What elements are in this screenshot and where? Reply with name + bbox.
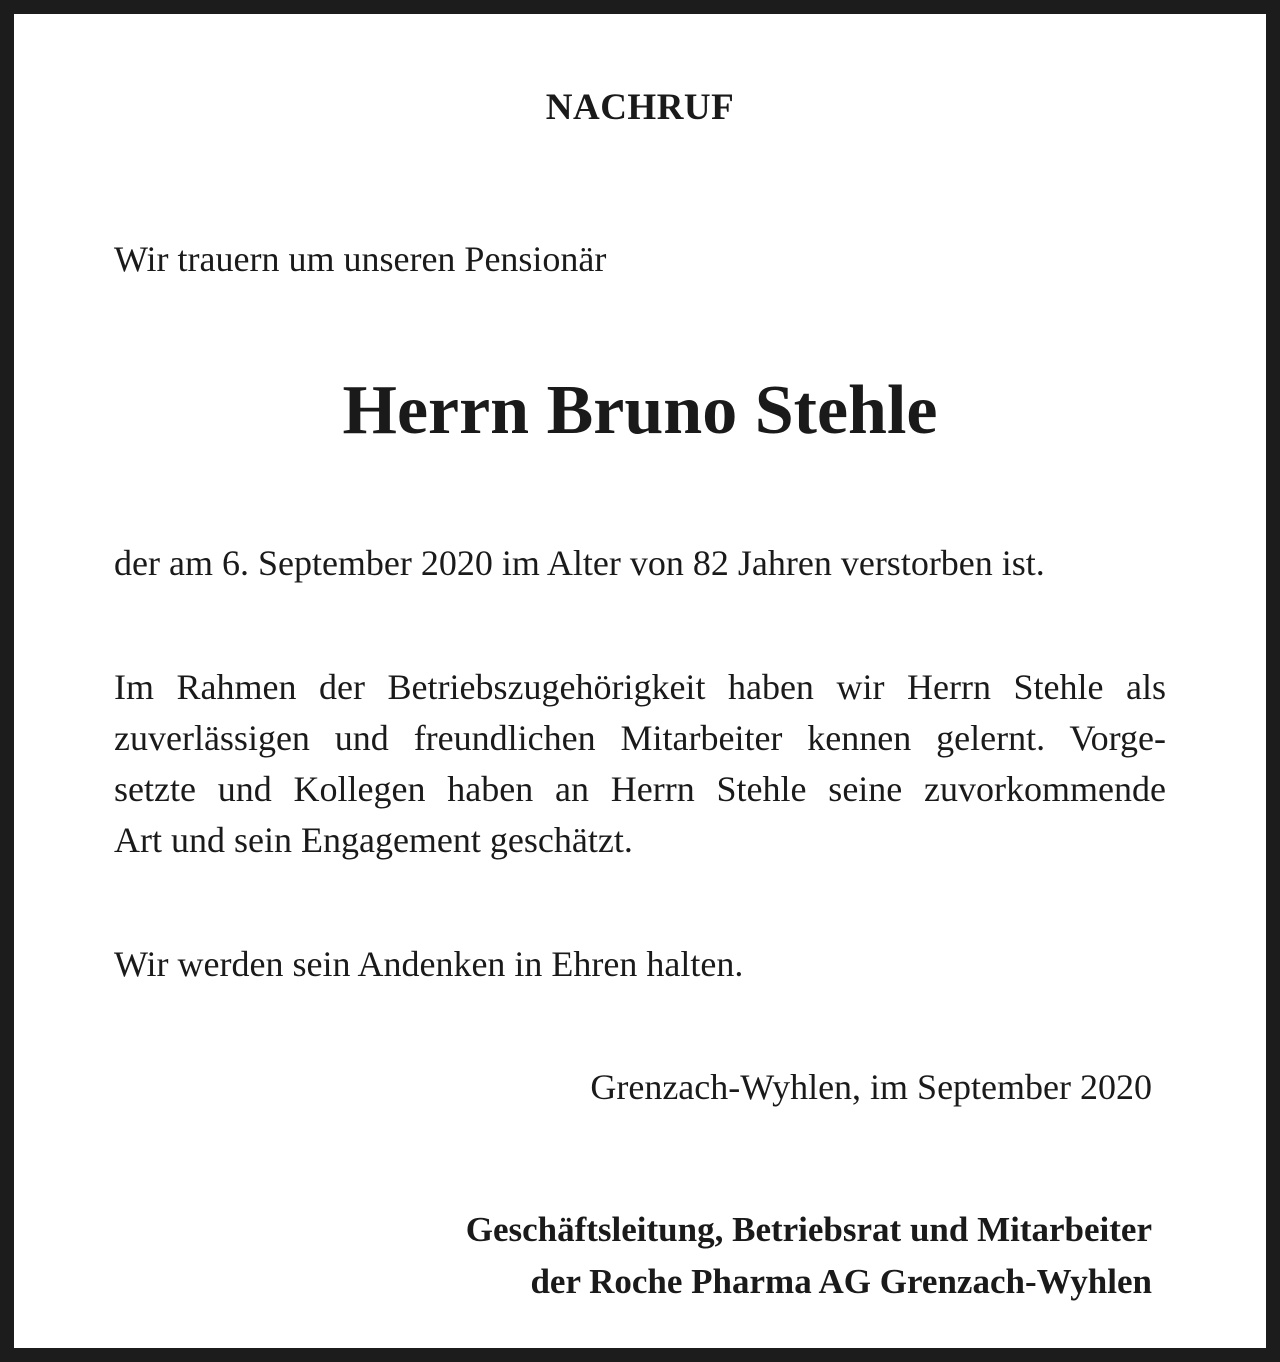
deceased-name: Herrn Bruno Stehle — [342, 372, 938, 449]
signature-line: Geschäftsleitung, Betriebsrat und Mitarbeiter — [465, 1210, 1152, 1249]
paragraph-line: zuverlässigen und freundlichen Mitarbeiter kennen gelernt. Vorge- — [114, 718, 1166, 758]
paragraph-line: Art und sein Engagement geschätzt. — [114, 820, 633, 860]
place-date: Grenzach-Wyhlen, im September 2020 — [590, 1067, 1152, 1107]
signature-line: der Roche Pharma AG Grenzach-Wyhlen — [530, 1262, 1152, 1301]
intro-line: Wir trauern um unseren Pensionär — [114, 239, 607, 279]
death-date-line: der am 6. September 2020 im Alter von 82 Jahren verstorben ist. — [114, 543, 1045, 583]
paragraph-line: Im Rahmen der Betriebszugehörigkeit haben wir Herrn Stehle als — [114, 667, 1166, 707]
closing-line: Wir werden sein Andenken in Ehren halten. — [114, 944, 744, 984]
paragraph-line: setzte und Kollegen haben an Herrn Stehle seine zuvorkommende — [114, 769, 1166, 809]
notice-header: NACHRUF — [545, 87, 735, 128]
